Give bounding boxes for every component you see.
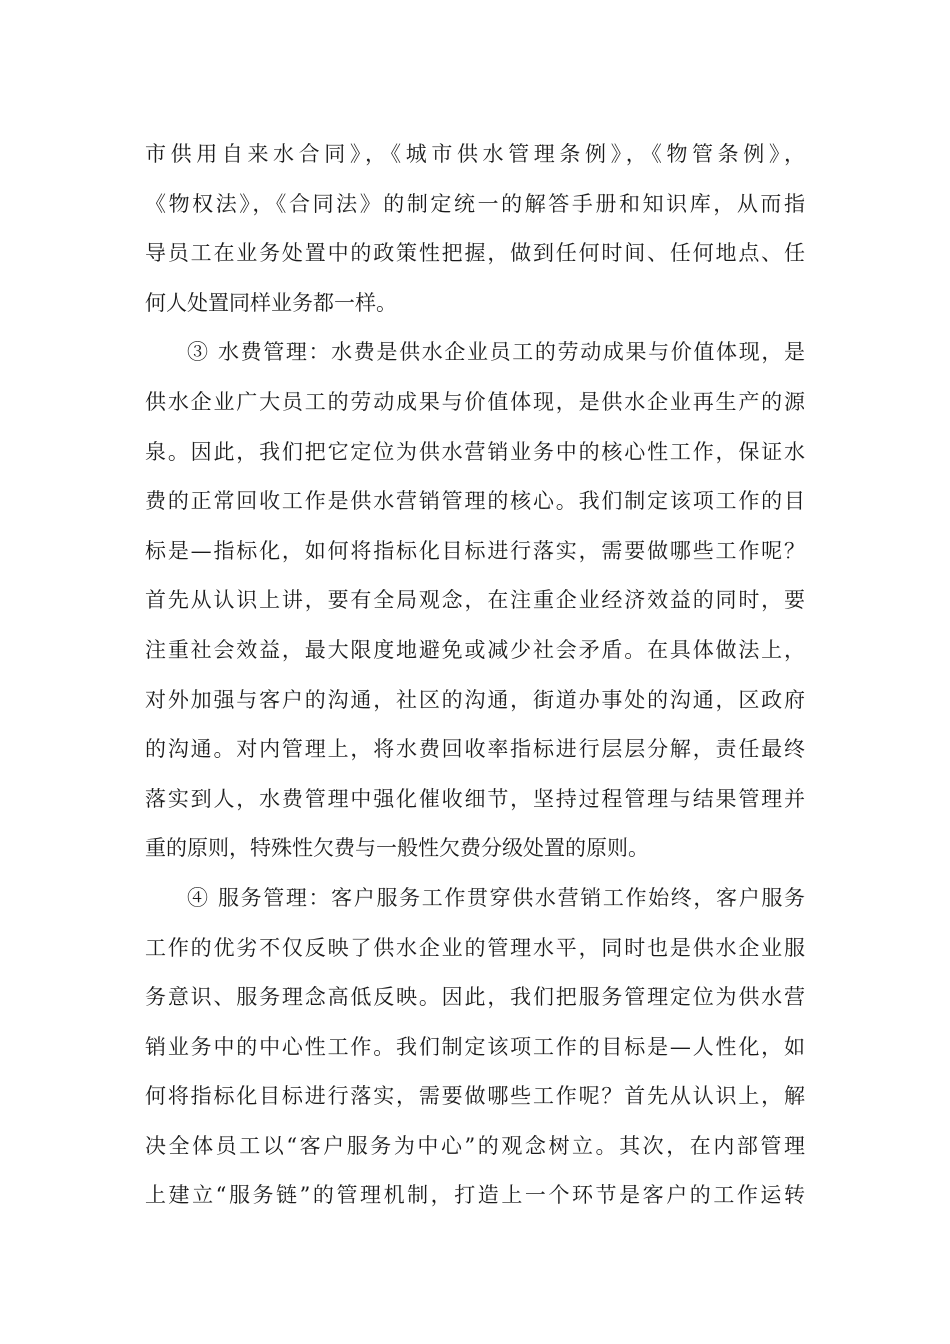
text-line-18: 务意识、服务理念高低反映。因此，我们把服务管理定位为供水营	[145, 985, 805, 1010]
text-line-21: 决全体员工以“客户服务为中心”的观念树立。其次，在内部管理	[145, 1133, 805, 1158]
text-line-7: 泉。因此，我们把它定位为供水营销业务中的核心性工作，保证水	[145, 439, 805, 464]
body-text	[145, 130, 805, 1221]
text-line-10: 首先从认识上讲，要有全局观念，在注重企业经济效益的同时，要	[145, 588, 805, 613]
text-line-5: ③ 水费管理：水费是供水企业员工的劳动成果与价值体现，是	[187, 340, 805, 365]
text-line-20: 何将指标化目标进行落实，需要做哪些工作呢？首先从认识上，解	[145, 1084, 805, 1109]
text-line-19: 销业务中的中心性工作。我们制定该项工作的目标是—人性化，如	[145, 1034, 805, 1059]
text-line-6: 供水企业广大员工的劳动成果与价值体现，是供水企业再生产的源	[145, 389, 805, 414]
text-line-1: 市供用自来水合同》，《城市供水管理条例》，《物管条例》，	[145, 142, 805, 166]
text-line-13: 的沟通。对内管理上，将水费回收率指标进行层层分解，责任最终	[145, 737, 805, 762]
text-line-9: 标是—指标化，如何将指标化目标进行落实，需要做哪些工作呢？	[145, 538, 805, 563]
text-line-2: 《物权法》，《合同法》的制定统一的解答手册和知识库，从而指	[145, 191, 805, 216]
text-line-12: 对外加强与客户的沟通，社区的沟通，街道办事处的沟通，区政府	[145, 687, 805, 712]
text-line-14: 落实到人，水费管理中强化催收细节，坚持过程管理与结果管理并	[145, 786, 805, 811]
text-line-8: 费的正常回收工作是供水营销管理的核心。我们制定该项工作的目	[145, 489, 805, 514]
text-line-4: 何人处置同样业务都一样。	[145, 290, 397, 315]
text-line-11: 注重社会效益，最大限度地避免或减少社会矛盾。在具体做法上，	[145, 637, 805, 662]
text-line-15: 重的原则，特殊性欠费与一般性欠费分级处置的原则。	[145, 836, 649, 861]
text-line-17: 工作的优劣不仅反映了供水企业的管理水平，同时也是供水企业服	[145, 935, 805, 960]
text-line-22: 上建立“服务链”的管理机制，打造上一个环节是客户的工作运转	[145, 1183, 805, 1208]
text-line-3: 导员工在业务处置中的政策性把握，做到任何时间、任何地点、任	[145, 241, 805, 266]
text-line-16: ④ 服务管理：客户服务工作贯穿供水营销工作始终，客户服务	[187, 885, 805, 910]
